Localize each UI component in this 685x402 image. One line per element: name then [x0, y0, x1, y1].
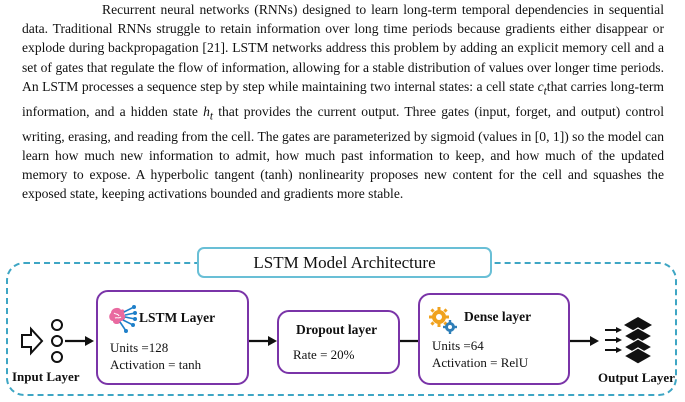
- input-layer-icon: [20, 318, 66, 364]
- arrow-dense-to-output: [570, 335, 600, 347]
- lstm-layer-box: [96, 290, 249, 385]
- lstm-activation: Activation = tanh: [110, 357, 202, 372]
- dense-layer-title: Dense layer: [464, 309, 532, 324]
- output-layer-label: Output Layer: [598, 370, 675, 385]
- lstm-layer-title: LSTM Layer: [139, 310, 216, 325]
- output-layer-icon: [605, 316, 655, 364]
- gears-icon: [428, 305, 458, 335]
- hidden-state-subscript: t: [209, 110, 214, 123]
- cell-state-subscript: t: [543, 85, 547, 98]
- dropout-layer-title: Dropout layer: [296, 322, 378, 337]
- body-paragraph: Recurrent neural networks (RNNs) designed to learn long-term temporal dependencies in sequential data. Traditional RNNs struggle to retain information over long time periods because gradients either disappear or explode during backpropagation [21]. LSTM networks address this problem by adding an explicit memory cell and a set of gates that regulate the flow of information, allowing for a stable distribution of values over longer time periods. An LSTM processes a sequence step by step while maintaining two internal states: a cell state $c_tthat$ carries long-term information, and a hidden state $h_t$ that provides the current output. Three gates (input, forget, and output) control writing, erasing, and reading from the cell. The gates are parameterized by sigmoid (values in [0, 1]) so the model can learn how much new information to admit, how much past information to keep, and how much of the updated memory to expose. A hyperbolic tangent (tanh) nonlinearity proposes new content for the cell and squashes the exposed state, keeping activations bounded and gradients more stable.: [22, 2, 664, 202]
- cell-state-symbol: c: [537, 78, 544, 94]
- brain-network-icon: [107, 304, 137, 334]
- dropout-rate: Rate = 20%: [293, 347, 355, 362]
- architecture-title: LSTM Model Architecture: [197, 247, 492, 278]
- arrow-lstm-to-dropout: [249, 335, 278, 347]
- dense-units: Units =64: [432, 338, 484, 353]
- hidden-state-symbol: h: [203, 103, 210, 119]
- dropout-layer-box: [277, 310, 400, 374]
- dense-layer-box: [418, 293, 570, 385]
- dense-activation: Activation = RelU: [432, 355, 529, 370]
- lstm-units: Units =128: [110, 340, 169, 355]
- input-layer-label: Input Layer: [12, 369, 80, 384]
- arrow-input-to-lstm: [65, 335, 95, 347]
